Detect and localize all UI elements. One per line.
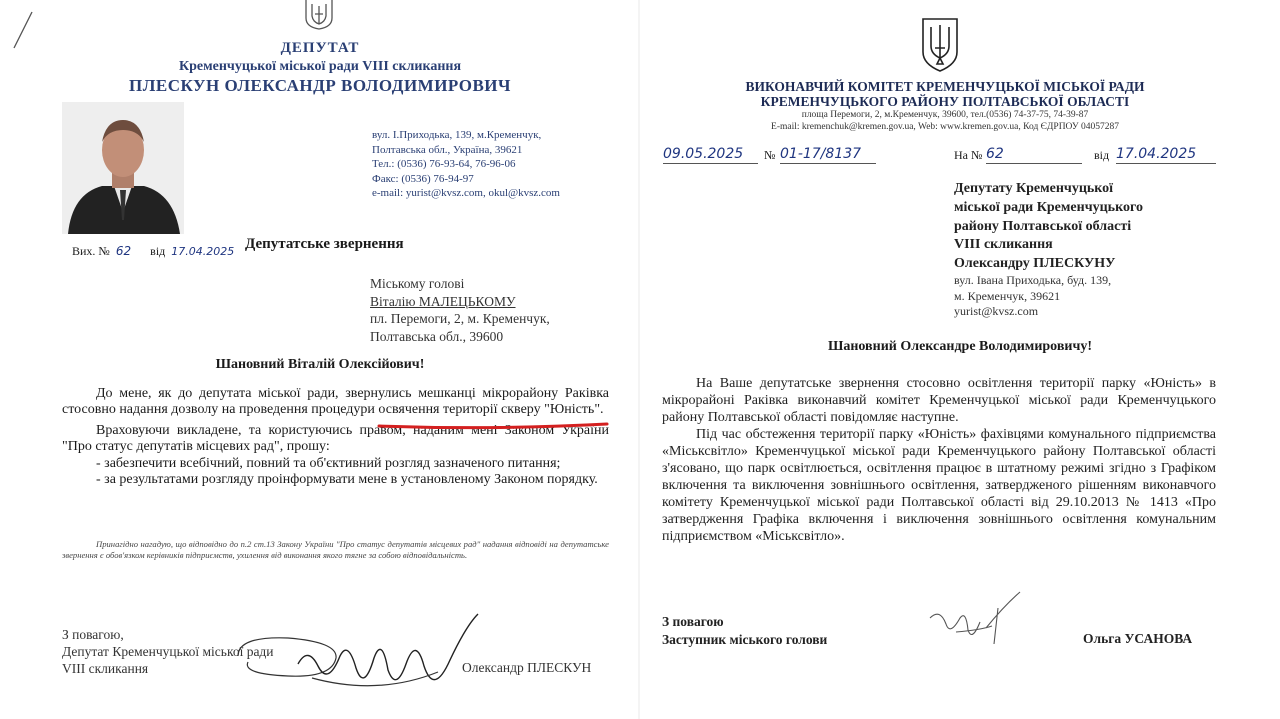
addressee-line: VIII скликання [954,237,1053,253]
outgoing-date: 17.04.2025 [171,245,235,258]
reg-number: 01-17/8137 [780,146,876,164]
executive-committee-reply [640,0,1280,719]
header-council: Кременчуцької міської ради VIII скликання [178,59,462,74]
addressee-line: Депутату Кременчуцької [954,181,1114,196]
deputy-photo [62,102,184,234]
signer-name: Ольга УСАНОВА [1083,631,1193,646]
addressee-name: Віталію МАЛЕЦЬКОМУ [370,293,516,309]
closing-position: Заступник міського голови [662,632,828,647]
red-underline-annotation [375,418,615,432]
committee-contacts: E-mail: kremenchuk@kremen.gov.ua, Web: www.kremen.gov.ua, Код ЄДРПОУ 04057287 [771,122,1119,132]
signature-image [228,606,488,706]
addressee-line: району Полтавської області [954,218,1132,234]
header-name: ПЛЕСКУН ОЛЕКСАНДР ВОЛОДИМИРОВИЧ [129,76,511,95]
body-paragraph: До мене, як до депутата міської ради, звернулись мешканці мікрорайону Раківка стосовно надання дозволу на проведення процедури освячення території скверу "Юність". [62,386,609,418]
body-paragraph: - забезпечити всебічний, повний та об'єктивний розгляд зазначеного питання; [96,455,561,471]
addressee-address-line: вул. Івана Приходька, буд. 139, [954,273,1112,287]
footnote: Принагідно нагадую, що відповідно до п.2 ст.13 Закону України "Про статус депутатів місцевих рад" надання відповіді на депутатське звернення є обов'язком керівників підприємств, ухилення від виконання якого тягне за собою відповідальність. [62,539,609,561]
addressee-address-line: м. Кременчук, 39621 [954,288,1061,303]
body-paragraph: На Ваше депутатське звернення стосовно освітлення території парку «Юність» в мікрорайоні Раківка виконавчий комітет Кременчуцької міської ради Кременчуцького району Полтавської області повідомляє наступне. [662,376,1216,425]
contact-line: вул. І.Приходька, 139, м.Кременчук, [372,129,542,141]
contact-line: e-mail: yurist@kvsz.com, okul@kvsz.com [372,187,560,200]
header-title: ДЕПУТАТ [280,40,360,56]
committee-header-line2: КРЕМЕНЧУЦЬКОГО РАЙОНУ ПОЛТАВСЬКОЇ ОБЛАСТІ [760,94,1130,109]
closing-line: З повагою [662,614,724,629]
addressee-line: пл. Перемоги, 2, м. Кременчук, [370,311,550,326]
document-type: Депутатське звернення [245,236,404,252]
contact-line: Полтавська обл., Україна, 39621 [372,143,523,156]
addressee-line: Полтавська обл., 39600 [370,328,504,344]
body-paragraph: Враховуючи викладене, та користуючись правом, наданим мені Законом України "Про статус депутатів місцевих рад", прошу: [62,422,609,455]
trident-coat-of-arms-icon [920,18,960,72]
contact-line: Тел.: (0536) 76-93-64, 76-96-06 [372,158,516,171]
closing-line: Депутат Кременчуцької міської ради [62,644,274,659]
committee-header-line1: ВИКОНАВЧИЙ КОМІТЕТ КРЕМЕНЧУЦЬКОЇ МІСЬКОЇ РАДИ [745,79,1145,94]
committee-address: площа Перемоги, 2, м.Кременчук, 39600, тел.(0536) 74-37-75, 74-39-87 [801,110,1089,120]
coat-of-arms-icon [303,0,335,30]
body-paragraph: Під час обстеження території парку «Юність» фахівцями комунального підприємства «Міськсвітло» Кременчуцької міської ради Кременчуцького району Полтавської області з'ясовано, що парк освітлюється, освітлення працює в штатному режимі згідно з Графіком включення та виключення зовнішнього освітлення, затвердженого рішенням виконавчого комітету Кременчуцької міської ради Полтавської області від 29.10.2013 № 1413 «Про затвердження Графіка включення і виключення зовнішнього освітлення комунальним підприємством «Міськсвітло». [662,427,1216,544]
addressee-name: Олександру ПЛЕСКУНУ [954,256,1116,272]
reg-number-label: № [764,148,776,162]
contact-line: Факс: (0536) 76-94-97 [372,172,474,185]
ref-number-label: На № [954,148,983,162]
salutation: Шановний Віталій Олексійович! [215,357,425,372]
salutation: Шановний Олександре Володимировичу! [827,339,1093,354]
ref-number: 62 [986,146,1082,164]
addressee-line: Міському голові [370,276,465,291]
signature-image [920,588,1050,650]
closing-line: З повагою, [62,627,124,642]
body-paragraph: - за результатами розгляду проінформувати мене в установленому Законом порядку. [96,472,598,488]
reg-date: 09.05.2025 [663,146,758,164]
addressee-email: yurist@kvsz.com [954,304,1039,318]
date-label: від [150,244,166,258]
ref-date: 17.04.2025 [1116,146,1216,164]
closing-line: VIII скликання [62,661,149,676]
ref-date-label: від [1094,148,1110,162]
outgoing-label: Вих. № [72,244,110,258]
outgoing-number: 62 [115,244,132,258]
addressee-line: міської ради Кременчуцького [954,199,1143,215]
signer-name: Олександр ПЛЕСКУН [462,660,592,675]
